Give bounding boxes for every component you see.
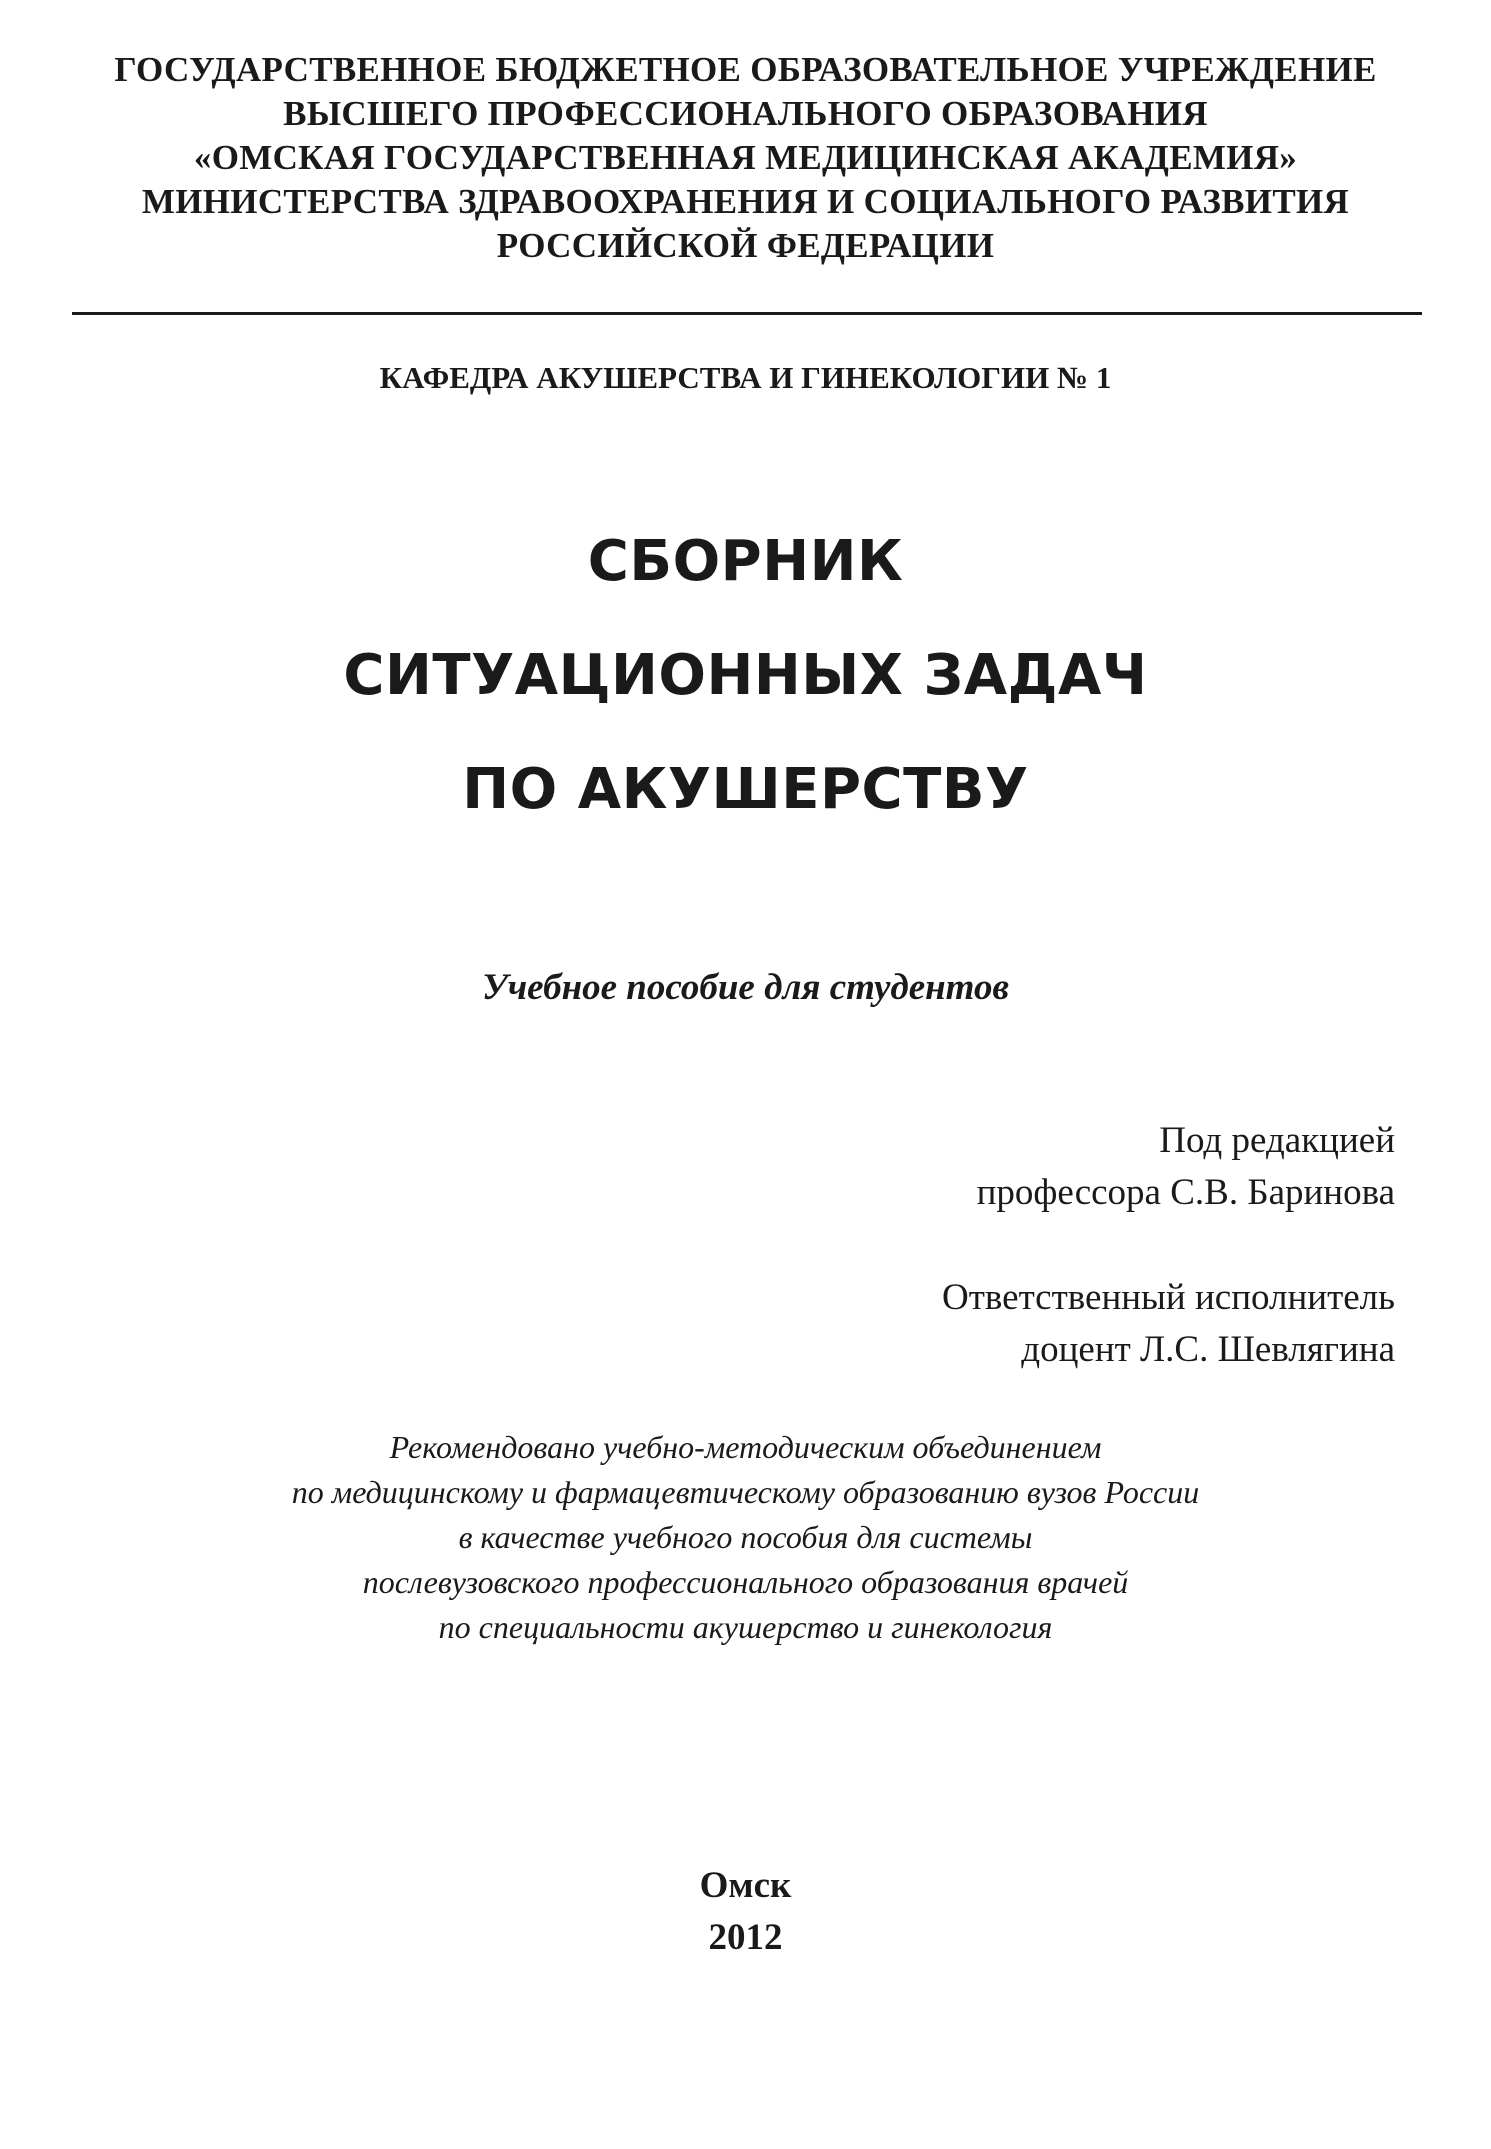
recommendation-line: по специальности акушерство и гинекология xyxy=(438,1609,1053,1645)
recommendation-line: в качестве учебного пособия для системы xyxy=(458,1519,1033,1555)
editor-name: профессора С.В. Баринова xyxy=(976,1172,1395,1213)
imprint-year: 2012 xyxy=(708,1917,783,1958)
institution-line: «ОМСКАЯ ГОСУДАРСТВЕННАЯ МЕДИЦИНСКАЯ АКАДЕМИЯ» xyxy=(193,138,1298,177)
title-line: СИТУАЦИОННЫХ ЗАДАЧ xyxy=(343,643,1148,708)
recommendation-line: по медицинскому и фармацевтическому образованию вузов России xyxy=(291,1474,1200,1510)
title-line: СБОРНИК xyxy=(587,529,904,594)
editor-role: Под редакцией xyxy=(1159,1120,1395,1161)
institution-line: РОССИЙСКОЙ ФЕДЕРАЦИИ xyxy=(496,226,995,265)
executor-credit xyxy=(942,1272,1395,1376)
book-title xyxy=(0,505,1491,847)
book-subtitle: Учебное пособие для студентов xyxy=(482,967,1009,1008)
recommendation-line: послевузовского профессионального образования врачей xyxy=(362,1564,1129,1600)
recommendation-note xyxy=(0,1425,1491,1650)
title-line: ПО АКУШЕРСТВУ xyxy=(462,757,1029,822)
institution-line: ВЫСШЕГО ПРОФЕССИОНАЛЬНОГО ОБРАЗОВАНИЯ xyxy=(283,94,1208,133)
imprint-city: Омск xyxy=(699,1865,792,1906)
institution-line: ГОСУДАРСТВЕННОЕ БЮДЖЕТНОЕ ОБРАЗОВАТЕЛЬНОЕ УЧРЕЖДЕНИЕ xyxy=(114,50,1377,89)
recommendation-line: Рекомендовано учебно-методическим объединением xyxy=(389,1429,1102,1465)
header-divider xyxy=(72,312,1422,315)
editor-credit xyxy=(977,1115,1395,1219)
executor-role: Ответственный исполнитель xyxy=(942,1277,1395,1318)
imprint xyxy=(0,1860,1491,1964)
executor-name: доцент Л.С. Шевлягина xyxy=(1021,1329,1395,1370)
department-name: КАФЕДРА АКУШЕРСТВА И ГИНЕКОЛОГИИ № 1 xyxy=(379,360,1112,395)
institution-line: МИНИСТЕРСТВА ЗДРАВООХРАНЕНИЯ И СОЦИАЛЬНОГО РАЗВИТИЯ xyxy=(141,182,1350,221)
institution-header xyxy=(0,48,1491,268)
